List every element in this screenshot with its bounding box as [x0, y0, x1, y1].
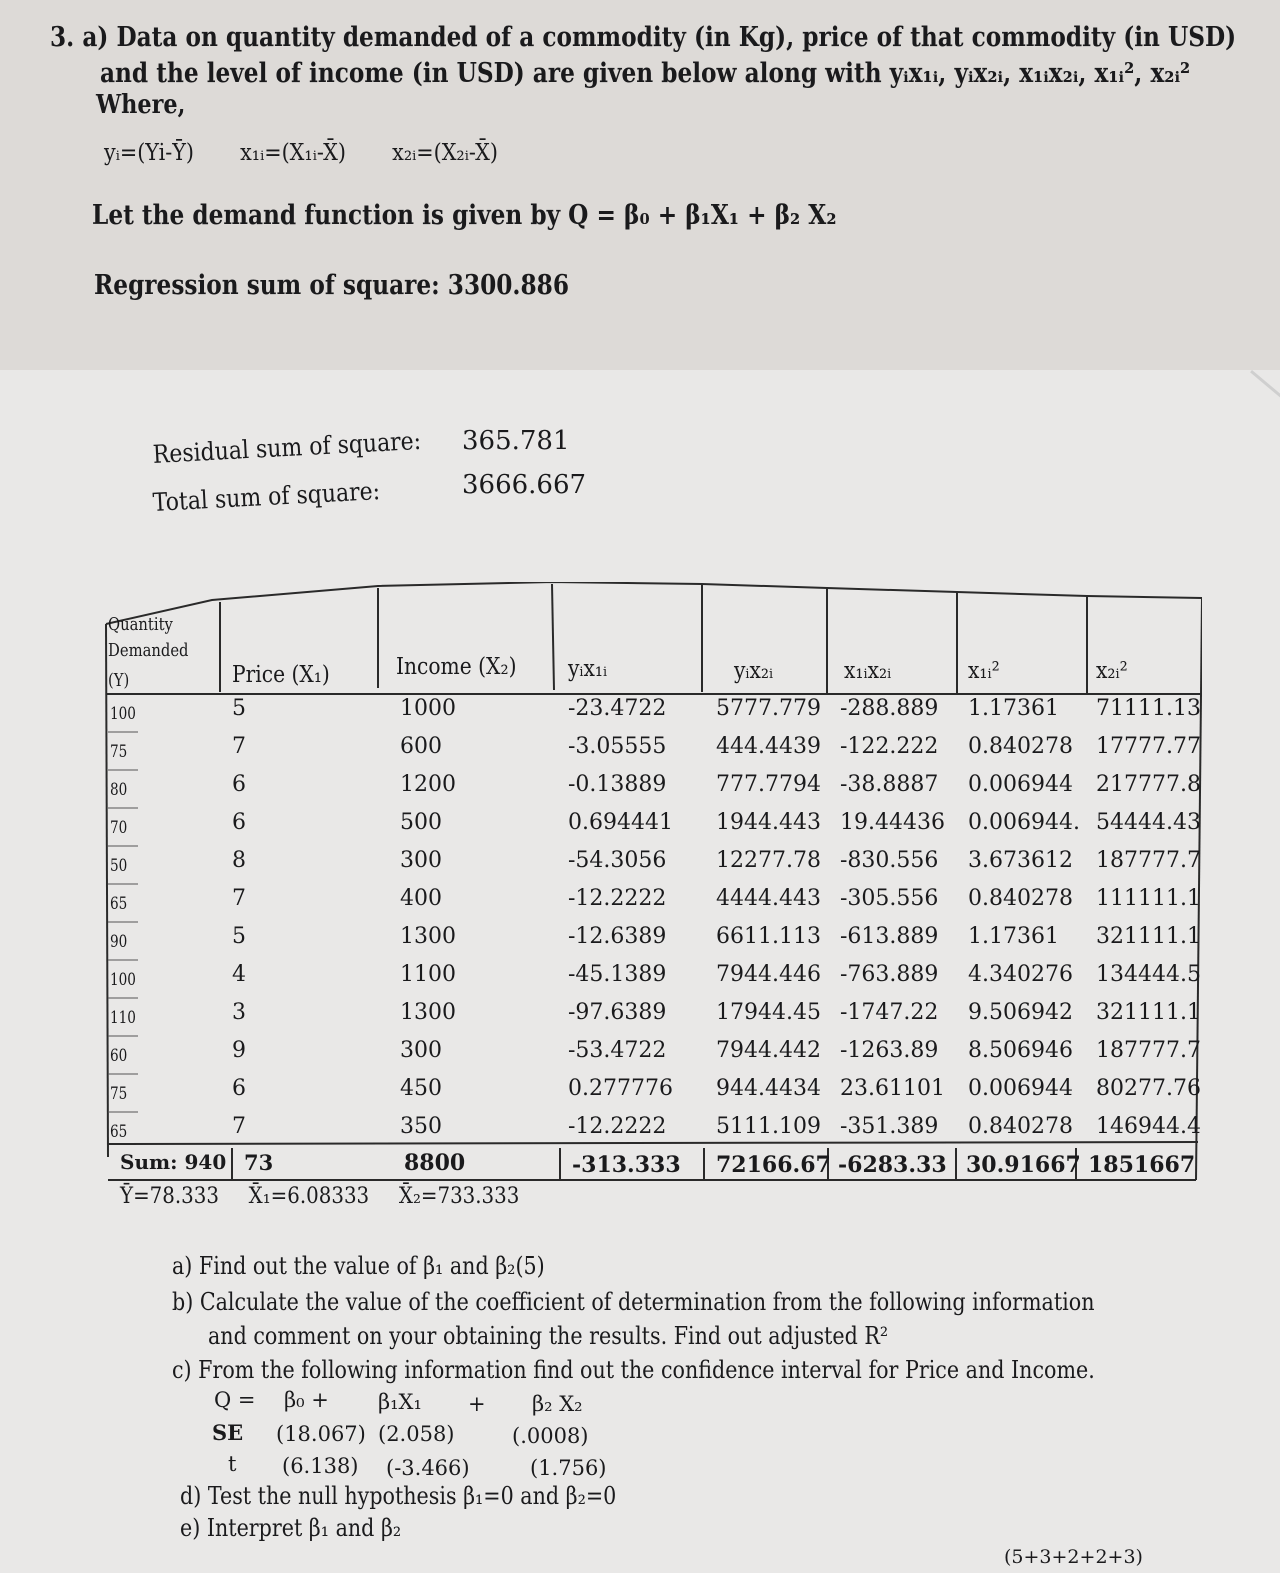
- cell-x1x2: -122.222: [840, 734, 939, 759]
- se-beta1: (2.058): [378, 1422, 455, 1446]
- cell-x2-sq: 321111.1: [1096, 1000, 1201, 1025]
- cell-price: 7: [232, 734, 246, 759]
- cell-yx2: 944.4434: [716, 1076, 821, 1101]
- question-a: a) Find out the value of β₁ and β₂(5): [172, 1252, 545, 1280]
- def-x1: x₁ᵢ=(X₁ᵢ-X̄): [240, 140, 346, 166]
- cell-yx1: 0.694441: [568, 810, 673, 835]
- cell-y: 75: [110, 742, 128, 762]
- cell-income: 1300: [400, 1000, 456, 1025]
- cell-x1x2: -1747.22: [840, 1000, 939, 1025]
- cell-yx1: -3.05555: [568, 734, 667, 759]
- cell-price: 7: [232, 886, 246, 911]
- cell-price: 5: [232, 696, 246, 721]
- total-sum-label: Total sum of square:: [152, 476, 381, 517]
- cell-price: 9: [232, 1038, 246, 1063]
- cell-yx2: 12277.78: [716, 848, 821, 873]
- sum-income: 8800: [404, 1150, 466, 1176]
- sum-x1x2: -6283.33: [838, 1152, 947, 1178]
- cell-x2-sq: 17777.77: [1096, 734, 1201, 759]
- cell-price: 6: [232, 1076, 246, 1101]
- cell-y: 65: [110, 894, 128, 914]
- question-line-2: and the level of income (in USD) are given below along with yᵢx₁ᵢ, yᵢx₂ᵢ, x₁ᵢx₂ᵢ, x₁ᵢ², x₂ᵢ²: [100, 58, 1191, 89]
- cell-y: 70: [110, 818, 128, 838]
- cell-x1-sq: 3.673612: [968, 848, 1073, 873]
- cell-x2-sq: 187777.7: [1096, 1038, 1201, 1063]
- cell-x2-sq: 111111.1: [1096, 886, 1201, 911]
- se-beta0: (18.067): [276, 1422, 366, 1446]
- means-line: [120, 1184, 543, 1209]
- header-yx2: yᵢx₂ᵢ: [734, 658, 774, 684]
- cell-price: 7: [232, 1114, 246, 1139]
- cell-price: 5: [232, 924, 246, 949]
- cell-x1x2: 23.61101: [840, 1076, 945, 1101]
- se-label: SE: [212, 1420, 244, 1445]
- demand-function: Let the demand function is given by Q = β₀ + β₁X₁ + β₂ X₂: [92, 200, 837, 231]
- cell-yx2: 1944.443: [716, 810, 821, 835]
- cell-y: 65: [110, 1122, 128, 1142]
- cell-x1-sq: 8.506946: [968, 1038, 1073, 1063]
- cell-x1x2: 19.44436: [840, 810, 945, 835]
- cell-x2-sq: 71111.13: [1096, 696, 1201, 721]
- t-label: t: [228, 1452, 237, 1476]
- header-x2-sq: x₂ᵢ²: [1096, 658, 1128, 684]
- cell-yx2: 777.7794: [716, 772, 821, 797]
- cell-income: 600: [400, 734, 442, 759]
- cell-x1x2: -38.8887: [840, 772, 939, 797]
- cell-yx1: -12.2222: [568, 1114, 667, 1139]
- cell-price: 3: [232, 1000, 246, 1025]
- t-beta0: (6.138): [282, 1454, 359, 1478]
- cell-income: 300: [400, 1038, 442, 1063]
- cell-y: 90: [110, 932, 128, 952]
- cell-x1-sq: 0.006944: [968, 772, 1073, 797]
- cell-x1-sq: 9.506942: [968, 1000, 1073, 1025]
- cell-yx2: 7944.442: [716, 1038, 821, 1063]
- table-top-border: [106, 582, 1202, 624]
- cell-yx2: 7944.446: [716, 962, 821, 987]
- cell-price: 8: [232, 848, 246, 873]
- eq-beta1: β₁X₁: [378, 1390, 422, 1414]
- question-line-1: 3. a) Data on quantity demanded of a commodity (in Kg), price of that commodity (in USD): [50, 22, 1237, 53]
- cell-x2-sq: 187777.7: [1096, 848, 1201, 873]
- mean-y: Ȳ=78.333: [120, 1184, 219, 1209]
- cell-income: 350: [400, 1114, 442, 1139]
- cell-x2-sq: 146944.4: [1096, 1114, 1201, 1139]
- question-b-line1: b) Calculate the value of the coefficient of determination from the following information: [172, 1288, 1095, 1316]
- cell-yx1: -23.4722: [568, 696, 667, 721]
- cell-price: 6: [232, 772, 246, 797]
- header-quantity: Quantity: [108, 614, 173, 635]
- cell-x1x2: -288.889: [840, 696, 939, 721]
- cell-yx2: 444.4439: [716, 734, 821, 759]
- col-divider-3: [552, 584, 554, 690]
- sum-label-y: Sum: 940: [120, 1150, 227, 1174]
- table-left-border: [106, 624, 108, 1157]
- sum-yx1: -313.333: [572, 1152, 681, 1178]
- cell-income: 450: [400, 1076, 442, 1101]
- residual-sum-label: Residual sum of square:: [152, 425, 422, 469]
- cell-y: 75: [110, 1084, 128, 1104]
- cell-x1-sq: 0.006944: [968, 1076, 1073, 1101]
- cell-x1-sq: 0.840278: [968, 734, 1073, 759]
- cell-x1x2: -763.889: [840, 962, 939, 987]
- cell-yx1: -12.6389: [568, 924, 667, 949]
- cell-x1x2: -830.556: [840, 848, 939, 873]
- se-beta2: (.0008): [512, 1424, 589, 1448]
- cell-yx2: 17944.45: [716, 1000, 821, 1025]
- cell-x2-sq: 80277.76: [1096, 1076, 1201, 1101]
- cell-price: 4: [232, 962, 246, 987]
- cell-income: 500: [400, 810, 442, 835]
- cell-price: 6: [232, 810, 246, 835]
- question-d: d) Test the null hypothesis β₁=0 and β₂=0: [180, 1482, 617, 1510]
- header-x1x2: x₁ᵢx₂ᵢ: [844, 658, 892, 684]
- mean-x1: X̄₁=6.08333: [248, 1184, 370, 1209]
- sum-price: 73: [244, 1150, 274, 1175]
- header-y: (Y): [108, 670, 130, 691]
- question-header-section: [0, 0, 1280, 370]
- cell-y: 60: [110, 1046, 128, 1066]
- header-income: Income (X₂): [396, 654, 517, 680]
- cell-yx1: -97.6389: [568, 1000, 667, 1025]
- header-demanded: Demanded: [108, 640, 189, 661]
- sum-x1-sq: 30.91667: [966, 1152, 1081, 1178]
- cell-yx1: 0.277776: [568, 1076, 673, 1101]
- cell-x2-sq: 134444.5: [1096, 962, 1201, 987]
- header-yx1: yᵢx₁ᵢ: [568, 656, 608, 682]
- mean-x2: X̄₂=733.333: [398, 1184, 520, 1209]
- cell-x1x2: -613.889: [840, 924, 939, 949]
- def-y: yᵢ=(Yi-Ȳ): [104, 140, 194, 166]
- cell-x1-sq: 1.17361: [968, 696, 1059, 721]
- eq-beta0: β₀ +: [284, 1388, 329, 1412]
- eq-beta2: β₂ X₂: [532, 1392, 583, 1416]
- cell-y: 80: [110, 780, 128, 800]
- cell-x1-sq: 4.340276: [968, 962, 1073, 987]
- cell-x1-sq: 0.840278: [968, 1114, 1073, 1139]
- cell-y: 50: [110, 856, 128, 876]
- cell-x1x2: -1263.89: [840, 1038, 939, 1063]
- cell-x1x2: -305.556: [840, 886, 939, 911]
- sum-x2-sq: 1851667: [1088, 1152, 1196, 1178]
- cell-x2-sq: 54444.43: [1096, 810, 1201, 835]
- deviation-definitions: [104, 140, 538, 166]
- cell-x1-sq: 0.006944.: [968, 810, 1080, 835]
- cell-yx2: 5111.109: [716, 1114, 821, 1139]
- cell-income: 1300: [400, 924, 456, 949]
- cell-x1-sq: 0.840278: [968, 886, 1073, 911]
- header-x1-sq: x₁ᵢ²: [968, 658, 1000, 684]
- cell-yx1: -0.13889: [568, 772, 667, 797]
- cell-yx1: -54.3056: [568, 848, 667, 873]
- residual-sum-value: 365.781: [462, 426, 570, 456]
- t-beta1: (-3.466): [386, 1456, 470, 1480]
- eq-q: Q =: [214, 1388, 256, 1412]
- cell-yx1: -12.2222: [568, 886, 667, 911]
- def-x2: x₂ᵢ=(X₂ᵢ-X̄): [392, 140, 498, 166]
- cell-x1x2: -351.389: [840, 1114, 939, 1139]
- header-price: Price (X₁): [232, 662, 330, 688]
- total-sum-value: 3666.667: [462, 470, 587, 500]
- cell-yx2: 6611.113: [716, 924, 821, 949]
- sum-yx2: 72166.67: [716, 1152, 831, 1178]
- cell-yx2: 5777.779: [716, 696, 821, 721]
- eq-plus: +: [468, 1392, 486, 1416]
- question-c: c) From the following information find out the confidence interval for Price and Income.: [172, 1356, 1095, 1384]
- sum-rule: [108, 1142, 1198, 1144]
- t-beta2: (1.756): [530, 1456, 607, 1480]
- cell-y: 110: [110, 1008, 136, 1028]
- marks-distribution: (5+3+2+2+3): [1004, 1546, 1143, 1568]
- cell-y: 100: [110, 704, 136, 724]
- regression-sum-of-square: Regression sum of square: 3300.886: [94, 270, 569, 301]
- cell-income: 1000: [400, 696, 456, 721]
- cell-income: 400: [400, 886, 442, 911]
- cell-yx1: -45.1389: [568, 962, 667, 987]
- cell-x2-sq: 321111.1: [1096, 924, 1201, 949]
- cell-income: 300: [400, 848, 442, 873]
- cell-x2-sq: 217777.8: [1096, 772, 1201, 797]
- question-b-line2: and comment on your obtaining the results. Find out adjusted R²: [208, 1322, 889, 1350]
- cell-y: 100: [110, 970, 136, 990]
- cell-income: 1100: [400, 962, 456, 987]
- cell-income: 1200: [400, 772, 456, 797]
- question-e: e) Interpret β₁ and β₂: [180, 1514, 402, 1542]
- cell-x1-sq: 1.17361: [968, 924, 1059, 949]
- cell-yx2: 4444.443: [716, 886, 821, 911]
- cell-yx1: -53.4722: [568, 1038, 667, 1063]
- where-label: Where,: [96, 90, 186, 120]
- data-table: [102, 582, 1202, 1182]
